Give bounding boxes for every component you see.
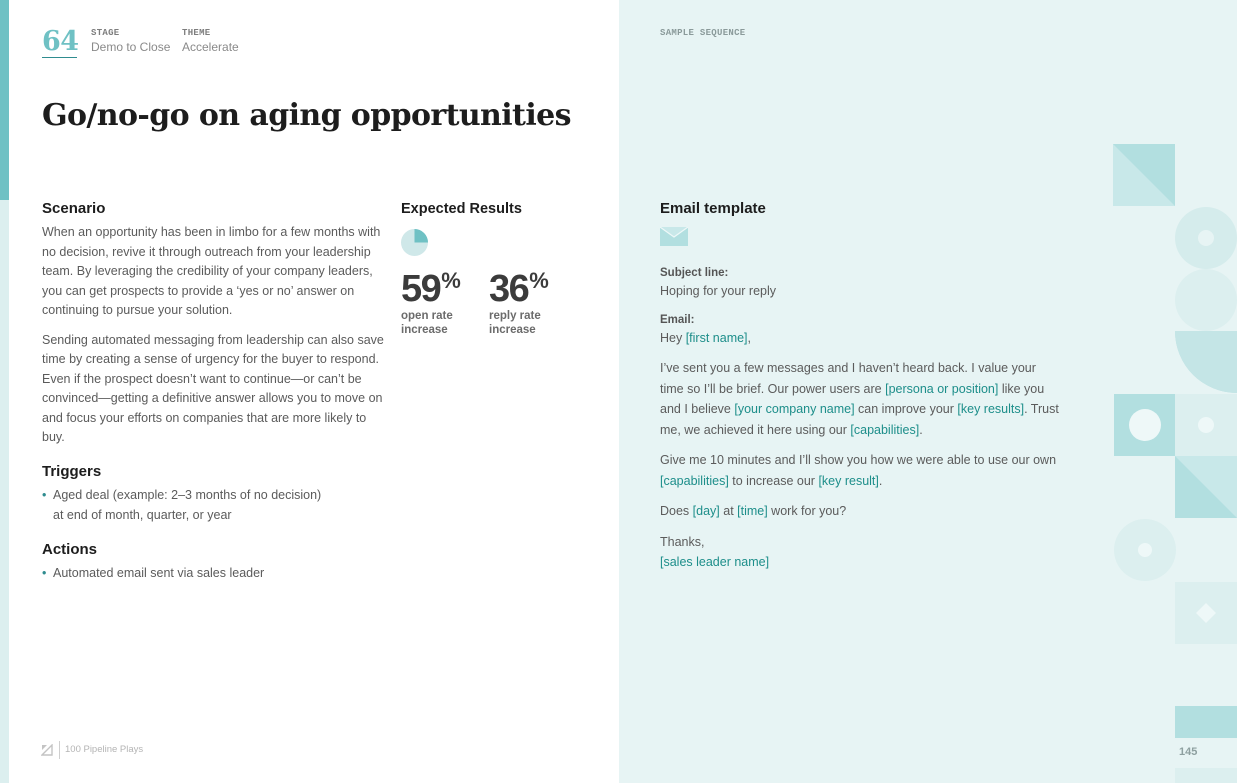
stat-open-rate (401, 259, 461, 337)
placeholder-first-name: [first name] (685, 330, 748, 345)
signoff-block (660, 532, 1060, 573)
email-label: Email: (660, 313, 695, 326)
actions-list (42, 564, 384, 584)
stat-open-rate-value: 59 (401, 268, 441, 310)
brand-logo-icon (41, 744, 53, 756)
theme-value: Accelerate (182, 40, 239, 54)
subject-line-text: Hoping for your reply (660, 284, 777, 298)
stat-reply-rate-label-1: reply rate (489, 310, 541, 322)
stage-value: Demo to Close (91, 40, 171, 54)
subject-block (660, 265, 1060, 302)
play-number: 64 (42, 26, 79, 57)
stat-reply-rate (489, 259, 549, 337)
placeholder-day: [day] (692, 504, 720, 518)
stat-open-rate-label-2: increase (401, 324, 448, 336)
stat-reply-rate-unit: % (529, 268, 549, 293)
placeholder-company-name: [your company name] (734, 402, 855, 416)
play-number-underline (42, 57, 77, 58)
stat-open-rate-label-1: open rate (401, 310, 453, 322)
stage-meta (91, 28, 170, 54)
triggers-list (42, 486, 384, 525)
scenario-paragraph-1: When an opportunity has been in limbo for a few months with no decision, revive it through outreach from your leadership team. By leveraging the credibility of your company leaders, you can get prospects to provide a ‘yes or no’ answer on continuing to pursue your solution. (42, 225, 381, 317)
expected-results-section (401, 201, 601, 336)
expected-results-heading: Expected Results (401, 201, 522, 217)
page-title: Go/no-go on aging opportunities (42, 98, 571, 133)
placeholder-persona: [persona or position] (885, 381, 999, 396)
stat-reply-rate-label (489, 309, 549, 337)
actions-heading: Actions (42, 541, 98, 558)
stat-open-rate-label (401, 309, 461, 337)
actions-section (42, 541, 384, 584)
stat-open-rate-unit: % (441, 268, 461, 293)
subject-line-label: Subject line: (660, 267, 729, 279)
scenario-heading: Scenario (42, 200, 106, 217)
trigger-item-line-1: Aged deal (example: 2–3 months of no decision) (53, 488, 322, 502)
stat-reply-rate-label-2: increase (489, 324, 536, 336)
stage-label: STAGE (91, 28, 120, 38)
email-paragraph-3: Does [day] at [time] work for you? (660, 504, 847, 518)
placeholder-sales-leader-name: [sales leader name] (660, 555, 770, 569)
right-page (619, 0, 1237, 783)
page-number: 145 (1179, 746, 1198, 758)
email-greeting: Hey [first name], (660, 330, 752, 345)
theme-meta (182, 28, 239, 54)
placeholder-capabilities: [capabilities] (850, 422, 920, 437)
email-template-section (660, 200, 1060, 583)
triggers-section (42, 463, 384, 525)
placeholder-time: [time] (737, 504, 768, 518)
envelope-icon (660, 227, 688, 246)
pie-chart-icon (401, 229, 428, 256)
stat-reply-rate-value: 36 (489, 268, 529, 310)
greeting-block (660, 312, 1060, 349)
footer-book-title: 100 Pipeline Plays (65, 744, 144, 755)
pie-slice (415, 229, 429, 243)
placeholder-key-result: [key result] (818, 473, 879, 488)
triggers-heading: Triggers (42, 463, 102, 480)
placeholder-capabilities: [capabilities] (660, 473, 729, 488)
scenario-paragraph-2: Sending automated messaging from leadership can also save time by creating a sense of urgency for the buyer to respond. Even if the prospect doesn’t want to continue—or can’t be convinced—getting a definitive answer allows you to move on and focus your efforts on companies that are more likely to buy. (42, 332, 384, 444)
footer-divider (59, 741, 60, 759)
scenario-section (42, 200, 384, 448)
trigger-item (42, 486, 384, 525)
sample-sequence-label: SAMPLE SEQUENCE (660, 28, 746, 38)
placeholder-key-results: [key results] (957, 402, 1025, 416)
action-item: • Automated email sent via sales leader (42, 564, 384, 584)
trigger-item-line-2: at end of month, quarter, or year (53, 507, 232, 522)
email-paragraph-1: I’ve sent you a few messages and I haven’t heard back. I value your time so I’ll be brief. Our power users are [persona or position] like you and I believe [your company name] can improve your [key results]. Trust me, we achieved it here using our [capabilities]. (660, 361, 1059, 437)
theme-label: THEME (182, 28, 211, 38)
email-template-heading: Email template (660, 200, 766, 217)
email-signoff: Thanks, (660, 534, 705, 549)
left-edge-accent (0, 0, 9, 200)
email-paragraph-2: Give me 10 minutes and I’ll show you how we were able to use our own [capabilities] to increase our [key result]. (660, 453, 1057, 488)
